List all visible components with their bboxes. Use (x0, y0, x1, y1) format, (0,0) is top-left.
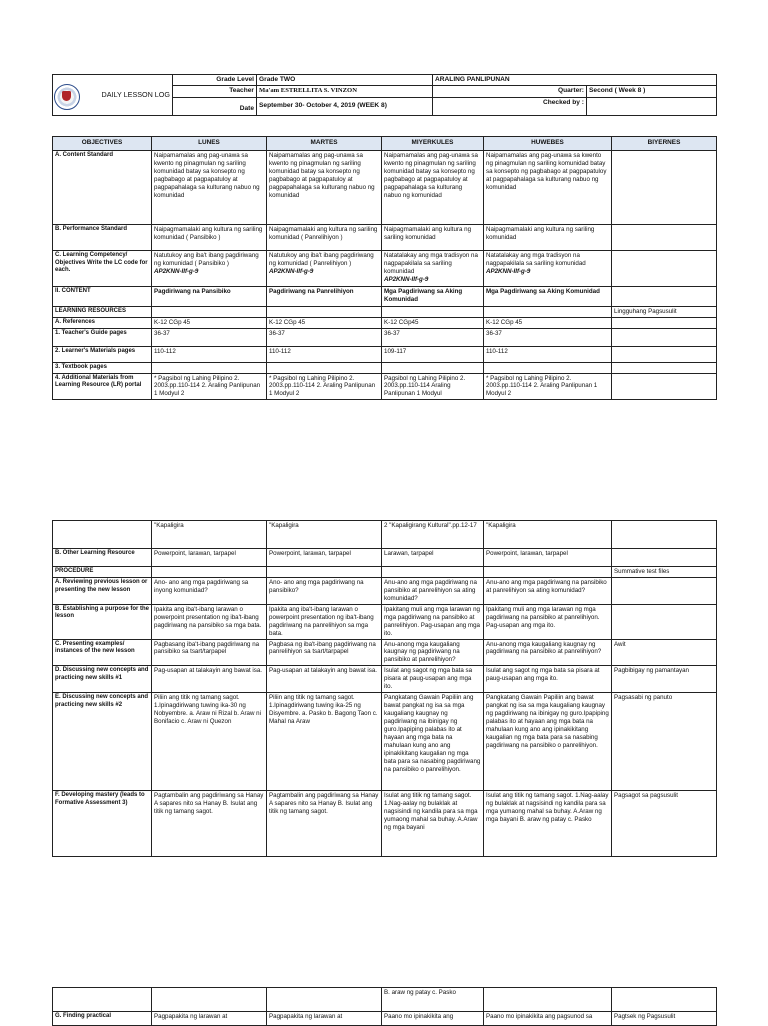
day-cell-text: Naipamamalas ang pag-unawa sa kwento ng pinagmulan ng sariling komunidad batay sa konsepto ng pagbabago at pagpapatuloy at pagpapahalaga sa kulturang nabuo ng komunidad (384, 152, 478, 199)
table1-row (53, 362, 717, 373)
day-cell (152, 639, 267, 666)
day-cell (484, 604, 612, 639)
day-cell-text: Ipakitang muli ang mga larawan ng mga pagdiriwang na pansibiko at panrelihiyon. Pag-usapan ang mga ito. (384, 605, 480, 637)
lc-code: AP2KNN-IIf-g-9 (154, 267, 199, 275)
teacher-value: Ma'am ESTRELLITA S. VINZON (257, 86, 433, 97)
day-cell-text: Awit (614, 640, 626, 648)
day-cell (612, 307, 717, 318)
grade-level-value: Grade TWO (257, 75, 433, 86)
day-cell (484, 328, 612, 346)
day-cell (484, 567, 612, 578)
day-cell (152, 225, 267, 251)
day-cell (612, 287, 717, 307)
row-label: B. Establishing a purpose for the lesson (53, 604, 152, 639)
day-cell (612, 549, 717, 567)
table1-row (53, 225, 717, 251)
day-header-biyernes: BIYERNES (612, 137, 717, 151)
day-cell (484, 577, 612, 604)
lc-code: AP2KNN-IIf-g-9 (486, 267, 531, 275)
day-cell-text: Natatalakay ang mga tradisyon na nagpapakilala sa sariling komunidad (486, 252, 586, 267)
day-cell (267, 604, 382, 639)
row-label: B. Other Learning Resource (53, 549, 152, 567)
day-cell-text: Ano- ano ang mga pagdiriwang na pansibiko? (269, 578, 364, 594)
day-cell (612, 693, 717, 791)
day-cell (612, 666, 717, 693)
day-header-miyerkules: MIYERKULES (382, 137, 484, 151)
day-cell (152, 307, 267, 318)
day-cell (612, 328, 717, 346)
day-cell-text: 36-37 (269, 329, 285, 337)
table1-row (53, 373, 717, 400)
quarter-label: Quarter: (433, 86, 587, 97)
row-label: D. Discussing new concepts and practicing new skills #1 (53, 666, 152, 693)
day-cell-text: Pagpapakita ng larawan at (154, 1013, 228, 1020)
day-cell-text: K-12 CGp 45 (269, 318, 306, 326)
day-cell (382, 307, 484, 318)
table1-row (53, 287, 717, 307)
day-cell (267, 151, 382, 225)
day-cell (484, 666, 612, 693)
day-cell-text: Pagdiriwang na Panrelihiyon (269, 288, 354, 295)
table1-row (53, 151, 717, 225)
day-cell (612, 362, 717, 373)
day-cell (484, 791, 612, 857)
day-cell (484, 225, 612, 251)
procedure-table (52, 520, 717, 857)
day-cell-text: Anu-anong mga kaugaliang kaugnay ng pagdiriwang na pansibiko at panrelihiyon? (384, 640, 460, 664)
day-cell-text: Paano mo ipinakikita ang pagsunod sa (486, 1013, 593, 1020)
day-cell (382, 549, 484, 567)
row-label: G. Finding practical (53, 1012, 152, 1026)
day-cell-text: Pagsasabi ng panuto (614, 694, 673, 702)
day-cell-text: * Pagsibol ng Lahing Pilipino 2. 2003.pp.110-114 2. Araling Panlipunan 1 Modyul 2 (154, 374, 261, 398)
day-cell (267, 791, 382, 857)
day-cell (382, 373, 484, 400)
day-cell (152, 251, 267, 287)
day-cell (152, 362, 267, 373)
day-cell (484, 1012, 612, 1026)
day-cell (152, 521, 267, 549)
day-cell-text: Isulat ang sagot ng mga bata sa pisara at paug-usapan ang mga ito. (384, 667, 473, 691)
quarter-value: Second ( Week 8 ) (587, 86, 717, 97)
day-cell-text: Powerpoint, larawan, tarpapel (486, 550, 568, 557)
day-cell (267, 666, 382, 693)
day-cell-text: Pagdiriwang na Pansibiko (154, 288, 231, 295)
objectives-header: OBJECTIVES (53, 137, 152, 151)
table2-row (53, 693, 717, 791)
day-cell (152, 287, 267, 307)
row-label: A. Reviewing previous lesson or presenting the new lesson (53, 577, 152, 604)
day-cell (152, 1012, 267, 1026)
day-cell-text: 36-37 (154, 329, 170, 337)
day-cell (612, 604, 717, 639)
day-cell (612, 1012, 717, 1026)
day-cell (612, 567, 717, 578)
day-cell (612, 791, 717, 857)
day-cell (612, 346, 717, 362)
day-cell (152, 577, 267, 604)
day-cell-text: "Kapaligira (154, 522, 184, 529)
table2-row (53, 549, 717, 567)
day-cell (484, 549, 612, 567)
day-header-lunes: LUNES (152, 137, 267, 151)
day-cell-text: Naipagmamalaki ang kultura ng sariling komunidad (486, 226, 595, 241)
day-cell-text: 36-37 (384, 329, 400, 337)
doc-title-text: DAILY LESSON LOG (101, 90, 170, 100)
checked-by-value (587, 97, 717, 115)
day-cell (382, 521, 484, 549)
day-cell (484, 307, 612, 318)
day-cell (267, 251, 382, 287)
day-cell (152, 549, 267, 567)
day-cell-text: Larawan, tarpapel (384, 550, 434, 557)
day-cell-text: Naipamamalas ang pag-unawa sa kwento ng pinagmulan ng sariling komunidad batay sa konsepto ng pagbabago at pagpapatuloy at pagpapahalaga sa kulturang nabuo ng komunidad (269, 152, 375, 199)
table2-row (53, 791, 717, 857)
day-cell-text: 109-117 (384, 347, 407, 355)
day-cell-text: K-12 CGp 45 (486, 318, 523, 326)
day-cell-text: Pagbasang iba't-ibang pagdiriwang na pansibiko sa tsart/tarpapel (154, 640, 260, 656)
day-cell (382, 639, 484, 666)
day-cell-text: Mga Pagdiriwang sa Aking Komunidad (486, 288, 600, 295)
row-label: 3. Textbook pages (53, 362, 152, 373)
day-cell-text: Isulat ang sagot ng mga bata sa pisara at paug-usapan ang mga ito. (486, 667, 600, 683)
table2-row (53, 577, 717, 604)
lc-code: AP2KNN-IIf-g-9 (269, 267, 314, 275)
day-header-martes: MARTES (267, 137, 382, 151)
day-cell (612, 639, 717, 666)
day-cell (382, 666, 484, 693)
day-cell-text: Anu-ano ang mga pagdiriwang na pansibiko at panrelihiyon sa ating komunidad? (486, 578, 607, 594)
day-cell (382, 791, 484, 857)
day-cell (152, 988, 267, 1012)
procedure-continuation-table (52, 987, 717, 1026)
table3-row (53, 1012, 717, 1026)
day-cell (382, 988, 484, 1012)
day-cell (484, 317, 612, 328)
day-cell (267, 225, 382, 251)
day-cell-text: Ano- ano ang mga pagdiriwang sa inyong komunidad? (154, 578, 249, 594)
day-cell (267, 373, 382, 400)
table1-row (53, 307, 717, 318)
day-cell (267, 988, 382, 1012)
day-cell-text: * Pagsibol ng Lahing Pilipino 2. 2003.pp.110-114 2. Araling Panlipunan 1 Modyul 2 (269, 374, 376, 398)
day-cell (152, 693, 267, 791)
day-cell (484, 362, 612, 373)
row-label (53, 521, 152, 549)
row-label: II. CONTENT (53, 287, 152, 307)
day-cell-text: K-12 CGp45 (384, 318, 419, 326)
day-cell (484, 346, 612, 362)
table2-row (53, 567, 717, 578)
row-label: 1. Teacher's Guide pages (53, 328, 152, 346)
day-cell (612, 317, 717, 328)
day-cell (267, 577, 382, 604)
date-value: September 30- October 4, 2019 (WEEK 8) (257, 97, 433, 115)
day-cell (152, 567, 267, 578)
checked-by-label: Checked by : (433, 97, 587, 115)
day-cell (267, 362, 382, 373)
day-cell (484, 287, 612, 307)
day-cell (612, 251, 717, 287)
day-cell-text: Paano mo ipinakikita ang (384, 1013, 454, 1020)
day-cell-text: Natatalakay ang mga tradisyon na nagpapakilala sa sariling komunidad (384, 252, 478, 275)
day-cell-text: Pagbibigay ng pamantayan (614, 667, 689, 675)
day-cell (612, 577, 717, 604)
day-cell-text: Pagtambalin ang pagdiriwang sa Hanay A sapares nito sa Hanay B. Isulat ang titik ng tamang sagot. (269, 792, 379, 815)
day-cell-text: Isulat ang titik ng tamang sagot. 1.Nag-aalay ng bulaklak at nagsisindi ng kandila para sa mga yumaong mahal sa buhay. A.Araw ng mga bayani B. araw ng patay c. Pasko (486, 792, 609, 823)
table3-row (53, 988, 717, 1012)
day-cell (152, 151, 267, 225)
day-cell (382, 317, 484, 328)
day-cell (484, 988, 612, 1012)
objectives-table (52, 136, 717, 400)
day-cell-text: Pagtsek ng Pagsusulit (614, 1013, 676, 1020)
day-cell (382, 604, 484, 639)
day-cell (612, 151, 717, 225)
day-cell-text: 2 "Kapaligirang Kultural".pp.12-17 (384, 522, 477, 529)
row-label: 4. Additional Materials from Learning Resource (LR) portal (53, 373, 152, 400)
day-cell (484, 521, 612, 549)
day-cell-text: Lingguhang Pagsusulit (614, 308, 677, 315)
day-cell-text: Ipakita ang iba't-ibang larawan o powerpoint presentation ng iba't-ibang pagdiriwang na pansibiko sa mga bata. (154, 605, 262, 629)
day-cell (152, 666, 267, 693)
table2-row (53, 521, 717, 549)
day-header-huwebes: HUWEBES (484, 137, 612, 151)
day-cell-text: 36-37 (486, 329, 502, 337)
day-cell (267, 328, 382, 346)
day-cell-text: Pagsagot sa pagsusulit (614, 792, 678, 800)
day-cell (152, 604, 267, 639)
day-cell-text: 110-112 (269, 347, 291, 355)
table1-row (53, 346, 717, 362)
day-cell-text: K-12 CGp 45 (154, 318, 191, 326)
subject-value: ARALING PANLIPUNAN (433, 75, 717, 86)
day-cell-text: Piliin ang titik ng tamang sagot. 1.Ipinagdiriwang tuwing ika-30 ng Nobyembre. a. Araw ni Rizal b. Araw ni Bonifacio c. Araw ni Quezon (154, 694, 261, 725)
day-cell (484, 693, 612, 791)
day-cell-text: Pangkatang Gawain Papiliin ang bawat pangkat ng isa sa mga kaugaliang kaugnay ng pagdiriwang na ibinigay ng guro.Ipapiping palabas ito at hayaan ang mga bata na mahulaan kung ano ang ipinakikitang kaugalian ng mga bata para sa nasabing pagdiriwang na pansibiko o panrelihiyon. (384, 694, 481, 773)
table2-row (53, 639, 717, 666)
day-cell-text: Ipakita ang iba't-ibang larawan o powerpoint presentation ng iba't-ibang pagdiriwang na panrelihiyon sa mga bata. (269, 605, 374, 637)
day-cell (267, 639, 382, 666)
day-cell (267, 287, 382, 307)
day-cell (267, 307, 382, 318)
day-cell (484, 151, 612, 225)
day-cell-text: Natutukoy ang iba't ibang pagdiriwang ng komunidad ( Panrelihiyon ) (269, 252, 374, 267)
grade-level-label: Grade Level (173, 75, 257, 86)
day-cell-text: Ipakitang muli ang mga larawan ng mga pagdiriwang na pansibiko at panrelihiyon. Pag-usapan ang mga ito. (486, 605, 600, 629)
day-cell (267, 693, 382, 791)
row-label: B. Performance Standard (53, 225, 152, 251)
day-cell (267, 346, 382, 362)
day-cell-text: Mga Pagdiriwang sa Aking Komunidad (384, 288, 463, 303)
day-cell-text: 110-112 (486, 347, 508, 355)
day-cell-text: Pagsibol ng Lahing Pilipino 2. 2003.pp.110-114 Araling Panlipunan 1 Modyul (384, 374, 466, 398)
day-cell (152, 328, 267, 346)
day-cell (612, 225, 717, 251)
day-cell-text: Piliin ang titik ng tamang sagot. 1.Ipinagdiriwang tuwing ika-25 ng Disyembre. a. Pasko b. Bagong Taon c. Mahal na Araw (269, 694, 378, 725)
day-cell (152, 373, 267, 400)
day-cell (267, 549, 382, 567)
row-label: C. Presenting examples/ instances of the new lesson (53, 639, 152, 666)
row-label: A. Content Standard (53, 151, 152, 225)
day-cell (382, 693, 484, 791)
row-label: A. References (53, 317, 152, 328)
day-cell-text: Powerpoint, larawan, tarpapel (269, 550, 351, 557)
day-cell (152, 791, 267, 857)
row-label (53, 988, 152, 1012)
table2-row (53, 604, 717, 639)
row-label: PROCEDURE (53, 567, 152, 578)
day-cell (382, 287, 484, 307)
lc-code: AP2KNN-IIf-g-9 (384, 275, 429, 283)
day-cell (382, 225, 484, 251)
day-cell-text: Summative test files (614, 568, 670, 575)
day-header-row (53, 137, 717, 151)
row-label: F. Developing mastery (leads to Formative Assessment 3) (53, 791, 152, 857)
day-cell-text: 110-112 (154, 347, 176, 355)
table2-row (53, 666, 717, 693)
row-label: E. Discussing new concepts and practicing new skills #2 (53, 693, 152, 791)
row-label: C. Learning Competency/ Objectives Write the LC code for each. (53, 251, 152, 287)
day-cell-text: Pagbasa ng iba't-ibang pagdiriwang na panrelihiyon sa tsart/tarpapel (269, 640, 376, 656)
day-cell-text: Natutukoy ang iba't ibang pagdiriwang ng komunidad ( Pansibiko ) (154, 252, 259, 267)
day-cell (267, 317, 382, 328)
day-cell (382, 362, 484, 373)
day-cell (382, 328, 484, 346)
row-label: 2. Learner's Materials pages (53, 346, 152, 362)
day-cell (612, 373, 717, 400)
day-cell-text: Powerpoint, larawan, tarpapel (154, 550, 236, 557)
day-cell (484, 639, 612, 666)
table1-row (53, 251, 717, 287)
day-cell-text: B. araw ng patay c. Pasko (384, 989, 456, 996)
day-cell (612, 521, 717, 549)
day-cell (382, 251, 484, 287)
day-cell-text: Pangkatang Gawain Papiliin ang bawat pangkat ng isa sa mga kaugaliang kaugnay ng pagdiriwang na ibinigay ng guro.Ipapiping palabas ito at hayaan ang mga bata na mahulaan kung ano ang ipinakikitang kaugalian ng mga bata para sa nasabing pagdiriwang na pansibiko o panrelihiyon. (486, 694, 609, 749)
day-cell (382, 346, 484, 362)
day-cell-text: Pagpapakita ng larawan at (269, 1013, 343, 1020)
doc-title (53, 75, 173, 116)
day-cell (382, 567, 484, 578)
day-cell (152, 317, 267, 328)
day-cell (267, 521, 382, 549)
table1-row (53, 317, 717, 328)
day-cell (267, 567, 382, 578)
day-cell-text: Pagtambalin ang pagdiriwang sa Hanay A sapares nito sa Hanay B. Isulat ang titik ng tamang sagot. (154, 792, 264, 815)
day-cell (382, 151, 484, 225)
teacher-label: Teacher (173, 86, 257, 97)
day-cell (382, 577, 484, 604)
day-cell-text: Anu-anong mga kaugaliang kaugnay ng pagdiriwang na pansibiko at panrelihiyon? (486, 640, 602, 656)
day-cell-text: Pag-usapan at talakayin ang bawat isa. (154, 667, 263, 675)
day-cell-text: Naipamamalas ang pag-unawa sa kwento ng pinagmulan ng sariling komunidad batay sa konsepto ng pagbabago at pagpapatuloy at pagpapahalaga sa kulturang nabuo ng komunidad (154, 152, 260, 199)
day-cell-text: Anu-ano ang mga pagdiriwang na pansibiko at panrelihiyon sa ating komunidad? (384, 578, 477, 602)
day-cell (484, 373, 612, 400)
day-cell-text: Naipagmamalaki ang kultura ng sariling komunidad ( Pansibiko ) (154, 226, 263, 241)
day-cell (484, 251, 612, 287)
day-cell-text: Isulat ang titik ng tamang sagot. 1.Nag-aalay ng bulaklak at nagsisindi ng kandila para sa mga yumaong mahal sa buhay. A.Araw ng mga bayani (384, 792, 478, 831)
day-cell-text: Pag-usapan at talakayin ang bawat isa. (269, 667, 378, 675)
day-cell-text: Naipagmamalaki ang kultura ng sariling komunidad ( Panrelihiyon ) (269, 226, 378, 241)
day-cell (267, 1012, 382, 1026)
table1-row (53, 328, 717, 346)
date-label: Date (173, 97, 257, 115)
day-cell (382, 1012, 484, 1026)
day-cell (152, 346, 267, 362)
header-table (52, 74, 717, 116)
day-cell-text: Naipamamalas ang pag-unawa sa kwento ng pinagmulan ng sariling komunidad batay sa konsepto ng pagbabago at pagpapatuloy at pagpapahalaga sa kulturang nabuo ng komunidad (486, 152, 607, 191)
day-cell-text: "Kapaligira (269, 522, 299, 529)
row-label: LEARNING RESOURCES (53, 307, 152, 318)
day-cell-text: "Kapaligira (486, 522, 516, 529)
day-cell-text: Naipagmamalaki ang kultura ng sariling komunidad (384, 226, 472, 241)
day-cell (612, 988, 717, 1012)
day-cell-text: * Pagsibol ng Lahing Pilipino 2. 2003.pp.110-114 2. Araling Panlipunan 1 Modyul 2 (486, 374, 598, 398)
